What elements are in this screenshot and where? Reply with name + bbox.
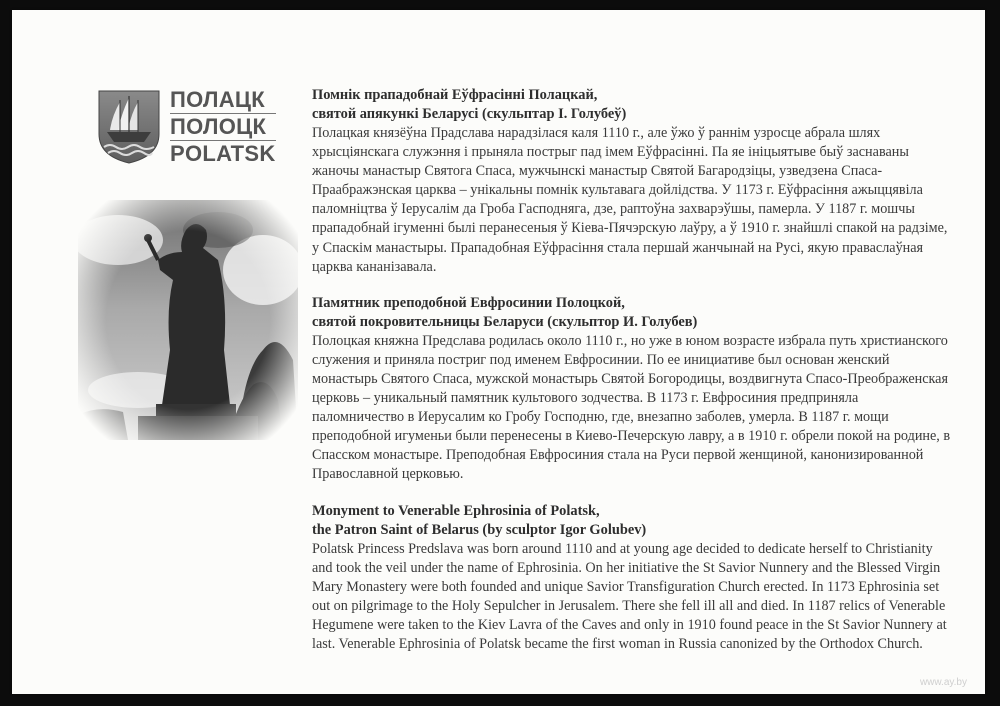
city-logo bbox=[98, 88, 298, 178]
city-name-stack bbox=[170, 88, 276, 168]
section-title-line-1: Monyment to Venerable Ephrosinia of Polatsk, bbox=[312, 502, 600, 519]
ship-shield-icon bbox=[98, 90, 160, 164]
section-body: Полоцкая княжна Предслава родилась около 1110 г., но уже в юном возрасте избрала путь христианского служения и приняла постриг под именем Евфросинии. По ее инициативе был основан женский монастырь Святого Спаса, мужской монастырь Святой Богородицы, воздвигнута Спасо-Преображенская церковь – уникальный памятник культового зодчества. В 1173 г. Евфросиния предприняла паломничество в Иерусалим ко Гробу Господню, где, внезапно заболев, умерла. В 1187 г. мощи преподобной игуменьи были перенесены в Киево-Печерскую лавру, а в 1910 г. обрели покой на родине, в Спасском монастыре. Преподобная Евфросиния стала на Руси первой женщиной, канонизированной Православной церковью. bbox=[312, 332, 951, 483]
section-russian bbox=[312, 294, 952, 485]
city-name-russian: ПОЛОЦК bbox=[170, 115, 276, 141]
section-belarusian bbox=[312, 86, 952, 277]
section-title-line-2: святой покровительницы Беларуси (скульптор И. Голубев) bbox=[312, 313, 698, 330]
section-title-line-2: святой апякункі Беларусі (скульптар І. Голубеў) bbox=[312, 106, 627, 122]
postcard-back bbox=[12, 10, 985, 694]
site-watermark: www.ay.by bbox=[919, 677, 967, 688]
section-body: Полацкая князёўна Прадслава нарадзілася каля 1110 г., але ўжо ў раннім узросце абрала шлях хрысціянскага служэння і прыняла пострыг пад імем Еўфрасінні. Па яе ініцыятыве быў заснаваны жаночы манастыр Святога Спаса, мужчынскі манастыр Святой Багародзіцы, узведзена Спаса-Праабражэнская царква – унікальны помнік культавага дойлідства. У 1173 г. Еўфрасіння ажыццявіла паломніцтва ў Іерусалім да Гроба Гасподняга, дзе, раптоўна захварэўшы, памерла. У 1187 г. мошчы прападобнай ігуменні былі перанесеныя ў Кіева-Пячэрскую лаўру, а ў 1910 г. знайшлі спакой на радзіме, у Спаскім манастыры. Прападобная Еўфрасіння стала першай жанчынай на Русі, якую праваслаўная царква кананізавала. bbox=[312, 125, 948, 275]
statue-photo bbox=[78, 200, 298, 440]
city-name-belarusian: ПОЛАЦК bbox=[170, 88, 276, 114]
section-title bbox=[312, 294, 952, 332]
section-title bbox=[312, 502, 952, 540]
section-title-line-2: the Patron Saint of Belarus (by sculptor Igor Golubev) bbox=[312, 521, 647, 538]
section-title-line-1: Памятник преподобной Евфросинии Полоцкой, bbox=[312, 294, 625, 311]
section-title-line-1: Помнік прападобнай Еўфрасінні Полацкай, bbox=[312, 87, 598, 103]
section-body: Polatsk Princess Predslava was born around 1110 and at young age decided to dedicate herself to Christianity and took the veil under the name of Ephrosinia. On her initiative the St Savior Nunnery and the Blessed Virgin Mary Monastery were both founded and unique Savior Transfiguration Church erected. In 1173 Ephrosinia set out on pilgrimage to the Holy Sepulcher in Jerusalem. There she fell ill all and died. In 1187 relics of Venerable Hegumene were taken to the Kiev Lavra of the Caves and only in 1910 found peace in the St Savior Nunnery at last. Venerable Ephrosinia of Polatsk became the first woman in Russia canonized by the Orthodox Church. bbox=[312, 540, 947, 652]
section-english bbox=[312, 502, 952, 655]
section-title bbox=[312, 86, 952, 124]
text-column bbox=[312, 86, 952, 671]
city-name-latin: POLATSK bbox=[170, 141, 276, 166]
